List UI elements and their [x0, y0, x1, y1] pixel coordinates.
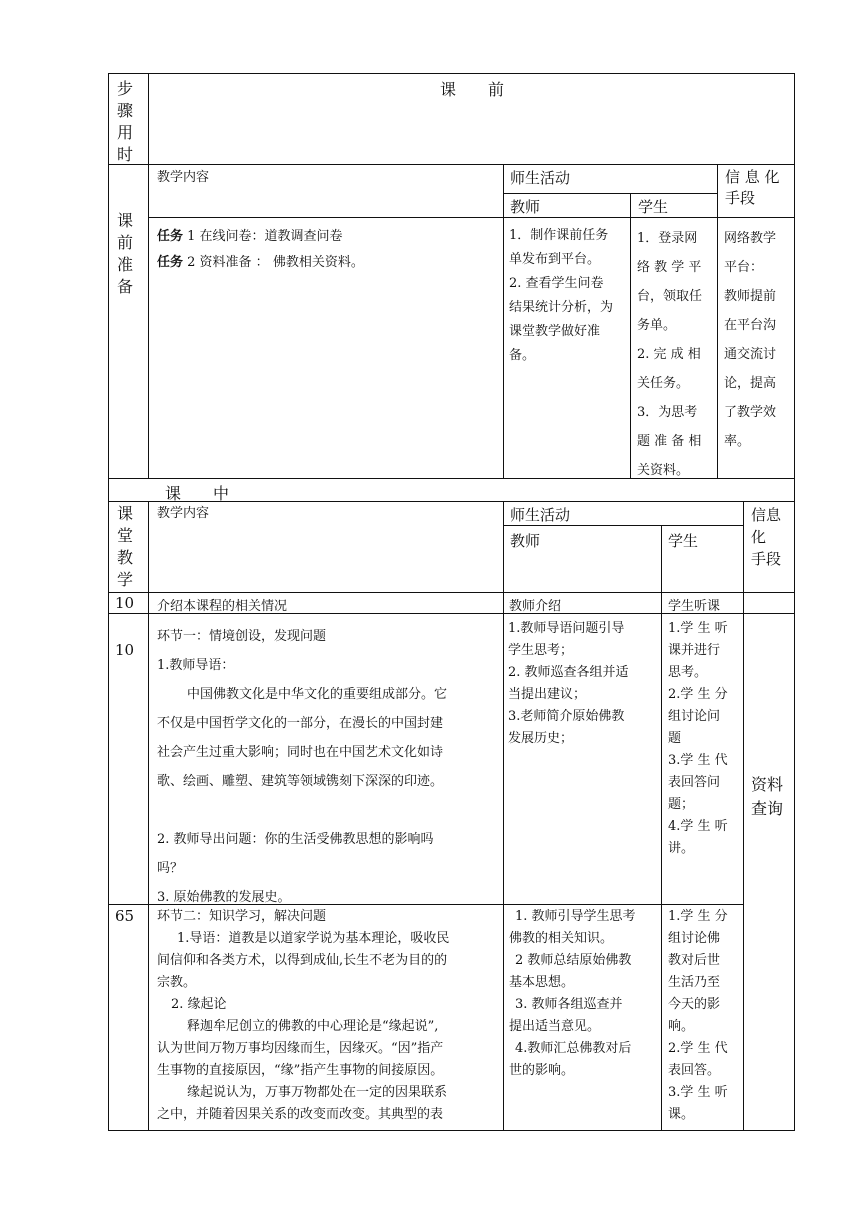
row-time: 10	[115, 594, 135, 612]
text-line: 3.学 生 代	[668, 753, 728, 768]
text-line: 1. 教师引导学生思考	[515, 909, 636, 924]
task-item	[157, 224, 364, 250]
table-border	[108, 73, 795, 74]
text-line: 1．制作课前任务	[509, 228, 609, 243]
text-line: 发展历史；	[508, 731, 574, 746]
text-line: 3. 教师各组巡查并	[515, 997, 623, 1012]
text-line: 提出适当意见。	[509, 1019, 601, 1034]
text-line: 1．登录网	[637, 231, 698, 246]
step-time-header: 步骤用时	[116, 79, 133, 164]
text-line: 2. 查看学生问卷	[509, 276, 604, 291]
text-line: 结果统计分析，为	[509, 300, 614, 315]
text-line: 表回答。	[668, 1063, 721, 1078]
text-line: 在平台沟	[724, 318, 777, 333]
text-line: 通交流讨	[724, 347, 777, 362]
text-line: 课并进行	[668, 643, 721, 658]
col-teacher-header: 教师	[510, 198, 541, 216]
text-line: 2. 完 成 相	[637, 347, 701, 362]
col-student-header: 学生	[638, 198, 669, 216]
text-line: 基本思想。	[509, 975, 575, 990]
text-line: 3.老师简介原始佛教	[508, 709, 625, 724]
text-line: 学生思考；	[508, 643, 574, 658]
table-border	[108, 478, 109, 1131]
text-line: 歌、绘画、雕塑、建筑等领域镌刻下深深的印迹。	[157, 774, 444, 789]
table-border	[108, 1130, 795, 1131]
task-text: 1 在线问卷：道教调查问卷	[183, 229, 343, 244]
text-line: 生活乃至	[668, 975, 721, 990]
text-line: 之中，并随着因果关系的改变而改变。其典型的表	[157, 1107, 444, 1122]
text-line: 思考。	[668, 665, 708, 680]
row-teacher: 教师介绍	[509, 599, 562, 614]
table-border	[108, 164, 795, 165]
info-means	[751, 773, 783, 821]
text-line: 务单。	[637, 318, 677, 333]
text-line: 台，领取任	[637, 289, 703, 304]
table-border	[743, 501, 744, 1131]
text-line: 生事物的直接原因，“缘”指产生事物的间接原因。	[157, 1063, 444, 1078]
in-class-title: 课 中	[165, 484, 230, 503]
table-border	[503, 501, 504, 1131]
text-line: 络 教 学 平	[637, 260, 702, 275]
header-line: 手段	[751, 550, 782, 568]
table-border	[148, 217, 795, 218]
header-line: 化	[751, 528, 767, 546]
header-line: 信息	[751, 506, 782, 524]
text-line: 环节一：情境创设，发现问题	[157, 629, 327, 644]
text-line: 间信仰和各类方术，以得到成仙,长生不老为目的的	[157, 953, 448, 968]
row-time: 10	[115, 641, 135, 659]
table-border	[503, 193, 717, 194]
row-teacher	[509, 906, 636, 1082]
header-line: 信 息 化	[725, 168, 780, 186]
header-line: 手段	[725, 189, 756, 207]
text-line: 了教学效	[724, 405, 777, 420]
text-line: 吗？	[157, 861, 184, 876]
text-line: 3. 原始佛教的发展史。	[157, 890, 291, 905]
row-content	[157, 622, 447, 912]
text-line: 题	[668, 731, 682, 746]
text-line: 4.学 生 听	[668, 819, 728, 834]
text-line: 缘起说认为，万事万物都处在一定的因果联系	[187, 1085, 448, 1100]
table-border	[794, 478, 795, 1131]
table-border	[148, 501, 149, 1131]
text-line: 4.教师汇总佛教对后	[515, 1041, 632, 1056]
table-border	[503, 164, 504, 479]
text-line: 当提出建议；	[508, 687, 587, 702]
col-info-header	[725, 167, 780, 209]
info-means	[724, 224, 776, 456]
text-line: 2. 缘起论	[171, 997, 227, 1012]
text-line: 1.学 生 听	[668, 621, 728, 636]
text-line: 表回答问	[668, 775, 721, 790]
text-line: 认为世间万物万事均因缘而生，因缘灭。“因”指产	[157, 1041, 444, 1056]
text-line: 不仅是中国哲学文化的一部分，在漫长的中国封建	[157, 716, 444, 731]
text-line: 响。	[668, 1019, 695, 1034]
col-activity-header: 师生活动	[510, 506, 571, 524]
text-line: 2. 教师导出问题：你的生活受佛教思想的影响吗	[157, 832, 434, 847]
table-border	[108, 592, 795, 593]
student-activity	[637, 224, 702, 485]
table-border	[503, 525, 743, 526]
col-student-header: 学生	[668, 532, 699, 550]
text-line: 题 准 备 相	[637, 434, 702, 449]
row-content	[157, 906, 449, 1126]
text-line: 课。	[668, 1107, 695, 1122]
text-line: 2 教师总结原始佛教	[515, 953, 632, 968]
text-line: 组讨论佛	[668, 931, 721, 946]
table-border	[108, 73, 109, 479]
task-text: 2 资料准备 ： 佛教相关资料。	[183, 255, 364, 270]
col-info-header	[751, 504, 781, 570]
text-line: 1.教师导语问题引导	[508, 621, 625, 636]
text-line: 讲。	[668, 841, 695, 856]
table-border	[148, 73, 149, 479]
text-line: 课堂教学做好准	[509, 324, 601, 339]
row-student: 学生听课	[668, 599, 721, 614]
table-border	[630, 193, 631, 479]
text-line: 2.学 生 代	[668, 1041, 728, 1056]
text-line: 2.学 生 分	[668, 687, 728, 702]
text-line: 平台：	[724, 260, 764, 275]
pre-class-title: 课 前	[440, 80, 505, 99]
text-line: 释迦牟尼创立的佛教的中心理论是“缘起说”,	[187, 1019, 439, 1034]
text-line: 查询	[751, 799, 784, 818]
text-line: 教师提前	[724, 289, 777, 304]
text-line: 2. 教师巡查各组并适	[508, 665, 629, 680]
text-line: 1.教师导语：	[157, 658, 235, 673]
table-border	[717, 164, 718, 479]
col-activity-header: 师生活动	[510, 169, 571, 187]
text-line: 题；	[668, 797, 695, 812]
row-content: 介绍本课程的相关情况	[157, 599, 288, 614]
text-line: 中国佛教文化是中华文化的重要组成部分。它	[187, 687, 448, 702]
text-line: 论，提高	[724, 376, 777, 391]
text-line: 佛教的相关知识。	[509, 931, 614, 946]
text-line: 3.学 生 听	[668, 1085, 728, 1100]
row-teacher	[508, 618, 629, 750]
text-line: 备。	[509, 348, 536, 363]
task-bold-label: 任务	[157, 229, 184, 244]
text-line: 宗教。	[157, 975, 197, 990]
text-line: 关资料。	[637, 463, 690, 478]
col-content-header: 教学内容	[157, 170, 210, 185]
row-time: 65	[115, 907, 135, 925]
text-line: 今天的影	[668, 997, 721, 1012]
row-student	[668, 618, 728, 860]
text-line: 世的影响。	[509, 1063, 575, 1078]
task-bold-label: 任务	[157, 255, 184, 270]
row-student	[668, 906, 728, 1126]
text-line: 组讨论问	[668, 709, 721, 724]
text-line: 社会产生过重大影响；同时也在中国艺术文化如诗	[157, 745, 444, 760]
col-teacher-header: 教师	[510, 532, 541, 550]
task-list	[157, 224, 364, 276]
text-line: 教对后世	[668, 953, 721, 968]
text-line: 关任务。	[637, 376, 690, 391]
text-line: 3．为思考	[637, 405, 698, 420]
text-line: 环节二：知识学习，解决问题	[157, 909, 327, 924]
text-line: 网络教学	[724, 231, 777, 246]
table-border	[794, 73, 795, 479]
text-line: 单发布到平台。	[509, 252, 601, 267]
table-border	[661, 525, 662, 1131]
text-line: 资料	[751, 775, 784, 794]
text-line: 1.导语：道教是以道家学说为基本理论，吸收民	[177, 931, 450, 946]
pre-class-label: 课前准备	[116, 211, 133, 296]
text-line: 1.学 生 分	[668, 909, 728, 924]
task-item	[157, 250, 364, 276]
col-content-header: 教学内容	[157, 506, 210, 521]
teacher-activity	[509, 224, 613, 368]
text-line: 率。	[724, 434, 751, 449]
classroom-teaching-label: 课堂教学	[116, 504, 133, 589]
